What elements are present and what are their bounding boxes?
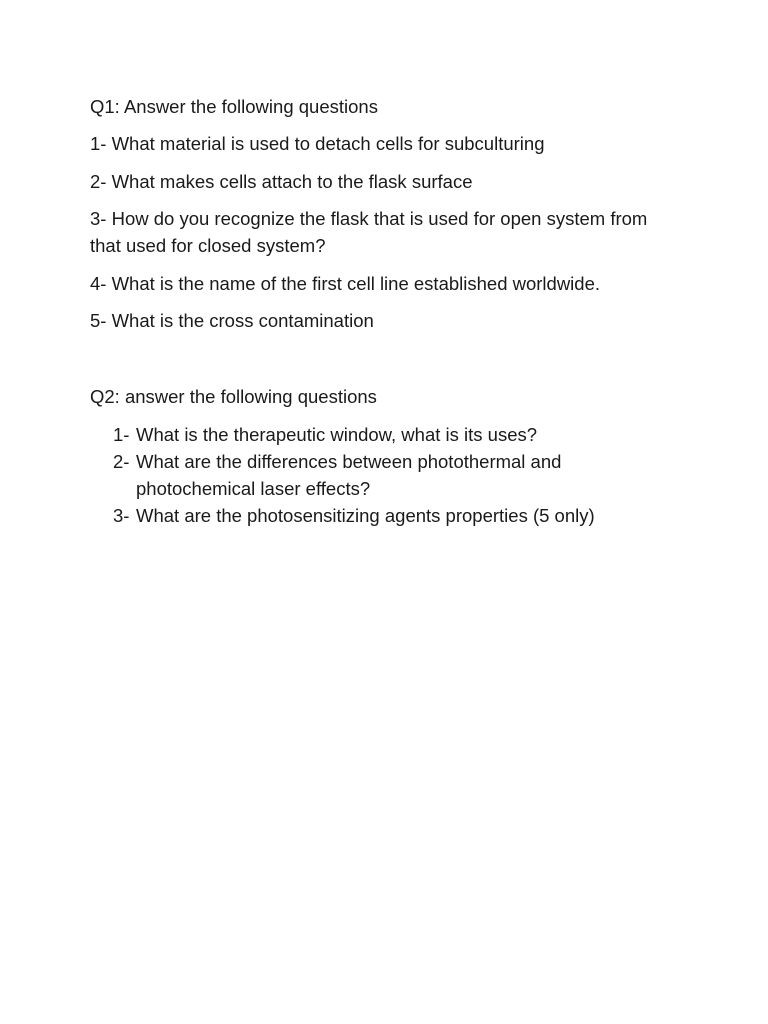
question-text-line-2: photochemical laser effects? bbox=[136, 478, 371, 499]
list-number: 2- bbox=[113, 451, 130, 472]
q1-question-2: 2- What makes cells attach to the flask surface bbox=[90, 171, 473, 192]
q1-question-5: 5- What is the cross contamination bbox=[90, 310, 374, 331]
q1-question-3-line-1: 3- How do you recognize the flask that is used for open system from bbox=[90, 208, 648, 229]
q2-heading: Q2: answer the following questions bbox=[90, 386, 377, 407]
question-text: What is the therapeutic window, what is its uses? bbox=[136, 424, 538, 445]
question-text-line-1: What are the differences between photothermal and bbox=[136, 451, 562, 472]
list-number: 1- bbox=[113, 424, 130, 445]
q2-question-2 bbox=[113, 448, 673, 502]
q1-heading: Q1: Answer the following questions bbox=[90, 96, 378, 117]
question-text: What are the photosensitizing agents properties (5 only) bbox=[136, 505, 595, 526]
q2-question-1 bbox=[113, 421, 673, 448]
q2-question-list bbox=[113, 421, 673, 529]
list-number: 3- bbox=[113, 505, 130, 526]
q1-question-3-line-2: that used for closed system? bbox=[90, 235, 326, 256]
q2-question-3 bbox=[113, 502, 673, 529]
q1-question-1: 1- What material is used to detach cells for subculturing bbox=[90, 133, 545, 154]
q1-question-4: 4- What is the name of the first cell line established worldwide. bbox=[90, 273, 601, 294]
